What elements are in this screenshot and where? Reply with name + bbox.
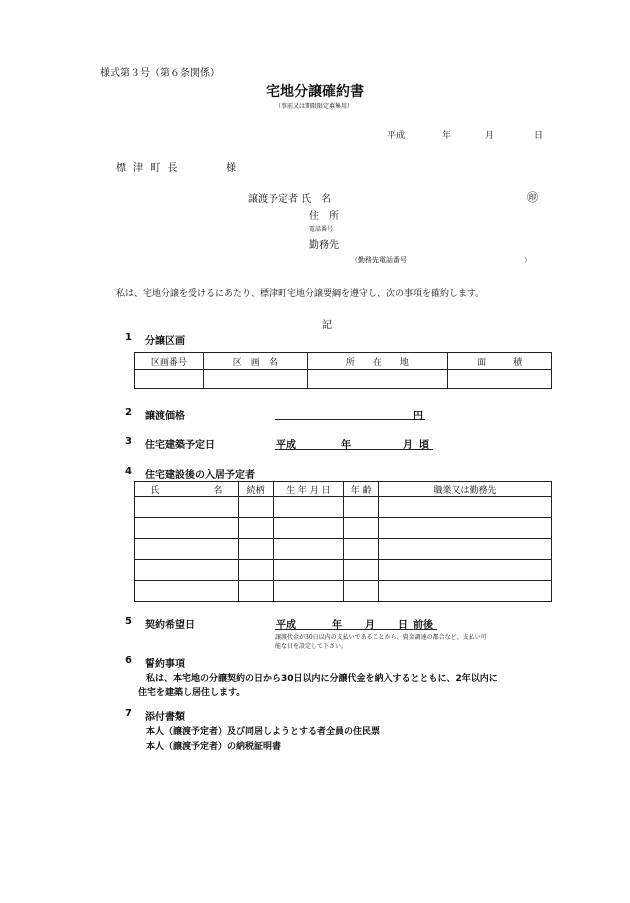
parcel-cell-number[interactable] <box>135 370 204 389</box>
table-row <box>135 539 552 560</box>
section-3-heading: 住宅建築予定日 <box>145 440 215 451</box>
resident-occupation-cell[interactable] <box>379 518 552 539</box>
attachment-item-1: 本人（譲渡予定者）及び同居しようとする者全員の住民票 <box>146 727 381 737</box>
resident-age-cell[interactable] <box>344 539 379 560</box>
form-number: 様式第３号（第６条関係） <box>100 68 220 79</box>
price-underline[interactable] <box>275 419 425 420</box>
section-3-number: 3 <box>125 436 132 447</box>
price-unit: 円 <box>413 411 423 422</box>
residents-header-birthdate: 生 年 月 日 <box>273 482 344 497</box>
parcel-header-location: 所 在 地 <box>307 353 448 370</box>
resident-occupation-cell[interactable] <box>379 581 552 602</box>
resident-name-cell[interactable] <box>135 581 239 602</box>
contract-note-line2: 能な日を設定して下さい。 <box>275 643 348 650</box>
resident-birthdate-cell[interactable] <box>273 497 344 518</box>
table-row <box>135 560 552 581</box>
contract-date-suffix: 前後 <box>413 620 433 631</box>
resident-birthdate-cell[interactable] <box>273 539 344 560</box>
section-4-heading: 住宅建設後の入居予定者 <box>145 470 255 481</box>
addressee-honorific: 様 <box>226 163 236 174</box>
section-7-number: 7 <box>125 708 132 719</box>
resident-relation-cell[interactable] <box>238 560 273 581</box>
declaration-text: 私は、宅地分譲を受けるにあたり、標津町宅地分譲要綱を遵守し、次の事項を確約します。 <box>116 289 485 299</box>
section-5-heading: 契約希望日 <box>145 620 195 631</box>
residents-header-occupation: 職業又は勤務先 <box>379 482 552 497</box>
build-date-year: 年 <box>341 440 351 451</box>
resident-relation-cell[interactable] <box>238 518 273 539</box>
section-6-number: 6 <box>125 655 132 666</box>
resident-relation-cell[interactable] <box>238 497 273 518</box>
resident-birthdate-cell[interactable] <box>273 581 344 602</box>
parcel-header-name: 区 画 名 <box>203 353 307 370</box>
document-subtitle: （事前又は期限限定募集用） <box>275 103 354 110</box>
contract-date-day: 日 <box>398 620 408 631</box>
table-row <box>135 497 552 518</box>
applicant-phone-label: 電話番号 <box>309 226 334 233</box>
section-1-heading: 分譲区画 <box>145 336 185 347</box>
contract-note-line1: 譲渡代金が30日以内の支払いであることから、資金調達の都合など、支払い可 <box>275 634 487 641</box>
work-phone-label: （勤務先電話番号 <box>351 256 407 264</box>
build-date-suffix: 頃 <box>419 440 429 451</box>
residents-header-relation: 続柄 <box>238 482 273 497</box>
ki-heading: 記 <box>322 320 332 331</box>
contract-date-era: 平成 <box>276 620 296 631</box>
table-row <box>135 518 552 539</box>
parcel-header-number: 区画番号 <box>135 353 204 370</box>
resident-birthdate-cell[interactable] <box>273 560 344 581</box>
residents-header-age: 年 齢 <box>344 482 379 497</box>
table-row <box>135 581 552 602</box>
resident-age-cell[interactable] <box>344 518 379 539</box>
addressee-name: 標 津 町 長 <box>116 163 180 174</box>
resident-relation-cell[interactable] <box>238 539 273 560</box>
pledge-line1: 私は、本宅地の分譲契約の日から30日以内に分譲代金を納入するとともに、2年以内に <box>146 674 498 684</box>
section-7-heading: 添付書類 <box>145 712 185 723</box>
attachment-item-2: 本人（譲渡予定者）の納税証明書 <box>146 742 282 752</box>
resident-relation-cell[interactable] <box>238 581 273 602</box>
section-2-number: 2 <box>125 407 132 418</box>
resident-name-cell[interactable] <box>135 518 239 539</box>
residents-table <box>134 481 552 602</box>
applicant-address-label: 住 所 <box>309 211 339 222</box>
section-1-number: 1 <box>125 332 132 343</box>
parcel-header-area: 面 積 <box>448 353 552 370</box>
applicant-name-label: 譲渡予定者 氏 名 <box>248 194 332 205</box>
section-6-heading: 誓約事項 <box>145 659 185 670</box>
resident-age-cell[interactable] <box>344 497 379 518</box>
resident-name-cell[interactable] <box>135 497 239 518</box>
contract-date-year: 年 <box>332 620 342 631</box>
build-date-month: 月 <box>403 440 413 451</box>
resident-name-cell[interactable] <box>135 539 239 560</box>
resident-name-cell[interactable] <box>135 560 239 581</box>
parcel-cell-name[interactable] <box>203 370 307 389</box>
parcel-cell-area[interactable] <box>448 370 552 389</box>
document-title: 宅地分譲確約書 <box>266 84 364 100</box>
date-day-label: 日 <box>534 131 544 141</box>
resident-occupation-cell[interactable] <box>379 539 552 560</box>
resident-age-cell[interactable] <box>344 560 379 581</box>
build-date-era: 平成 <box>276 440 296 451</box>
parcel-cell-location[interactable] <box>307 370 448 389</box>
pledge-line2: 住宅を建築し居住します。 <box>138 688 246 698</box>
section-5-number: 5 <box>125 616 132 627</box>
date-year-label: 年 <box>442 131 452 141</box>
work-phone-close: ） <box>524 256 531 264</box>
resident-occupation-cell[interactable] <box>379 497 552 518</box>
resident-occupation-cell[interactable] <box>379 560 552 581</box>
parcel-table <box>134 352 552 389</box>
resident-age-cell[interactable] <box>344 581 379 602</box>
seal-mark: ㊞ <box>527 191 538 204</box>
resident-birthdate-cell[interactable] <box>273 518 344 539</box>
applicant-workplace-label: 勤務先 <box>309 240 339 251</box>
date-month-label: 月 <box>485 131 495 141</box>
residents-header-name: 氏 名 <box>135 482 239 497</box>
contract-date-month: 月 <box>365 620 375 631</box>
section-2-heading: 譲渡価格 <box>145 411 185 422</box>
section-4-number: 4 <box>125 466 132 477</box>
date-era: 平成 <box>387 131 406 141</box>
